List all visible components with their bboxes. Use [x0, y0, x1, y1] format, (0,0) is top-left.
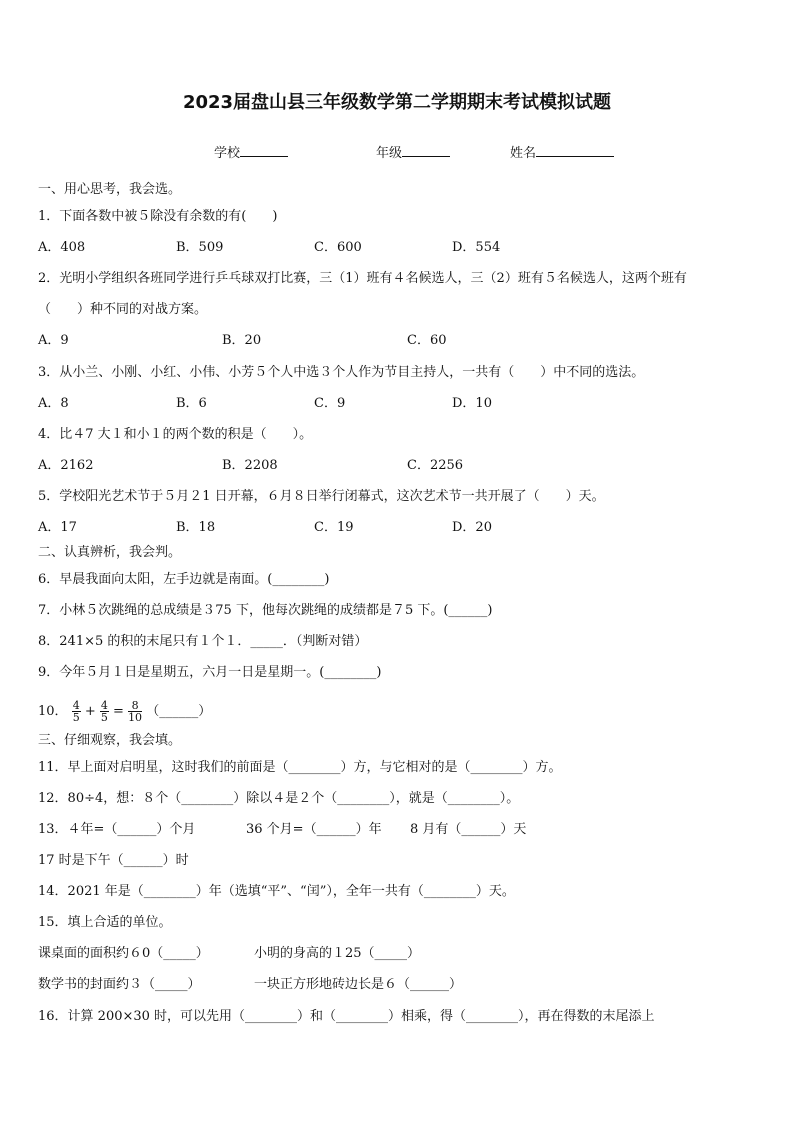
- question-5: 5．学校阳光艺术节于５月２1 日开幕，６月８日举行闭幕式，这次艺术节一共开展了（ ）天。: [38, 489, 605, 504]
- q3-option-d[interactable]: D．10: [452, 396, 492, 411]
- question-15-part-b[interactable]: 小明的身高的１25（_____）: [254, 946, 421, 961]
- q10-number: 10．: [38, 704, 68, 719]
- q5-option-c[interactable]: C．19: [314, 520, 354, 535]
- fraction-8-10: $\frac{8}{10}$: [128, 699, 143, 724]
- q2-option-a[interactable]: A．9: [38, 333, 69, 348]
- q2-option-b[interactable]: B．20: [222, 333, 262, 348]
- question-8[interactable]: 8．241×5 的积的末尾只有１个１．_____．（判断对错）: [38, 634, 368, 649]
- q5-option-a[interactable]: A．17: [38, 520, 77, 535]
- school-label: 学校: [214, 146, 241, 161]
- q3-option-a[interactable]: A．8: [38, 396, 69, 411]
- page-title: 2023届盘山县三年级数学第二学期期末考试模拟试题: [182, 92, 612, 113]
- question-16[interactable]: 16．计算 200×30 时，可以先用（________）和（________）相乘，得（________），再在得数的末尾添上: [38, 1009, 655, 1024]
- question-13-part-a[interactable]: 13．４年=（______）个月: [38, 822, 196, 837]
- question-2-continued: （ ）种不同的对战方案。: [38, 302, 208, 317]
- question-15-part-d[interactable]: 一块正方形地砖边长是６（______）: [254, 977, 463, 992]
- fraction-4-5-second: $\frac{4}{5}$: [100, 699, 108, 724]
- question-7[interactable]: 7．小林５次跳绳的总成绩是３75 下，他每次跳绳的成绩都是７5 下。(______): [38, 603, 493, 618]
- plus-sign: +: [84, 704, 96, 719]
- question-13-part-d[interactable]: 17 时是下午（______）时: [38, 853, 189, 868]
- q1-option-b[interactable]: B．509: [176, 240, 224, 255]
- q3-option-c[interactable]: C．9: [314, 396, 346, 411]
- name-blank[interactable]: [536, 144, 614, 157]
- question-2: 2．光明小学组织各班同学进行乒乓球双打比赛，三（1）班有４名候选人，三（2）班有５名候选人，这两个班有: [38, 271, 687, 286]
- q10-answer-blank[interactable]: （______）: [146, 704, 212, 719]
- q5-option-d[interactable]: D．20: [452, 520, 492, 535]
- school-field[interactable]: [214, 142, 288, 161]
- question-13-part-b[interactable]: 36 个月=（______）年: [246, 822, 382, 837]
- q3-option-b[interactable]: B．6: [176, 396, 207, 411]
- q4-option-a[interactable]: A．2162: [38, 458, 94, 473]
- q2-option-c[interactable]: C．60: [407, 333, 447, 348]
- question-1: 1．下面各数中被５除没有余数的有( ): [38, 209, 278, 224]
- section-3-heading: 三、仔细观察，我会填。: [38, 733, 182, 748]
- question-4: 4．比４7 大１和小１的两个数的积是（ ）。: [38, 427, 313, 442]
- question-14[interactable]: 14．2021 年是（________）年（选填“平”、“闰”），全年一共有（________）天。: [38, 884, 515, 899]
- q4-option-c[interactable]: C．2256: [407, 458, 464, 473]
- q5-option-b[interactable]: B．18: [176, 520, 216, 535]
- name-label: 姓名: [510, 146, 537, 161]
- q1-option-d[interactable]: D．554: [452, 240, 501, 255]
- equals-sign: =: [113, 704, 124, 719]
- question-11[interactable]: 11．早上面对启明星，这时我们的前面是（________）方，与它相对的是（________）方。: [38, 760, 562, 775]
- q4-option-b[interactable]: B．2208: [222, 458, 278, 473]
- question-9[interactable]: 9．今年５月１日是星期五，六月一日是星期一。(________): [38, 665, 382, 680]
- grade-field[interactable]: [376, 142, 450, 161]
- grade-label: 年级: [376, 146, 403, 161]
- question-3: 3．从小兰、小刚、小红、小伟、小芳５个人中选３个人作为节目主持人，一共有（ ）中不同的选法。: [38, 365, 645, 380]
- q1-option-c[interactable]: C．600: [314, 240, 362, 255]
- name-field[interactable]: [510, 142, 614, 161]
- fraction-4-5-first: $\frac{4}{5}$: [72, 699, 80, 724]
- section-2-heading: 二、认真辨析，我会判。: [38, 545, 182, 560]
- question-15-part-c[interactable]: 数学书的封面约３（_____）: [38, 977, 201, 992]
- question-13-part-c[interactable]: 8 月有（______）天: [410, 822, 527, 837]
- question-15-part-a[interactable]: 课桌面的面积约６0（_____）: [38, 946, 209, 961]
- grade-blank[interactable]: [402, 144, 450, 157]
- question-6[interactable]: 6．早晨我面向太阳，左手边就是南面。(________): [38, 572, 330, 587]
- q1-option-a[interactable]: A．408: [38, 240, 86, 255]
- section-1-heading: 一、用心思考，我会选。: [38, 182, 182, 197]
- question-15: 15．填上合适的单位。: [38, 915, 172, 930]
- school-blank[interactable]: [240, 144, 288, 157]
- question-10: [38, 700, 211, 723]
- question-12[interactable]: 12．80÷4，想：８个（________）除以４是２个（________），就是（________）。: [38, 791, 520, 806]
